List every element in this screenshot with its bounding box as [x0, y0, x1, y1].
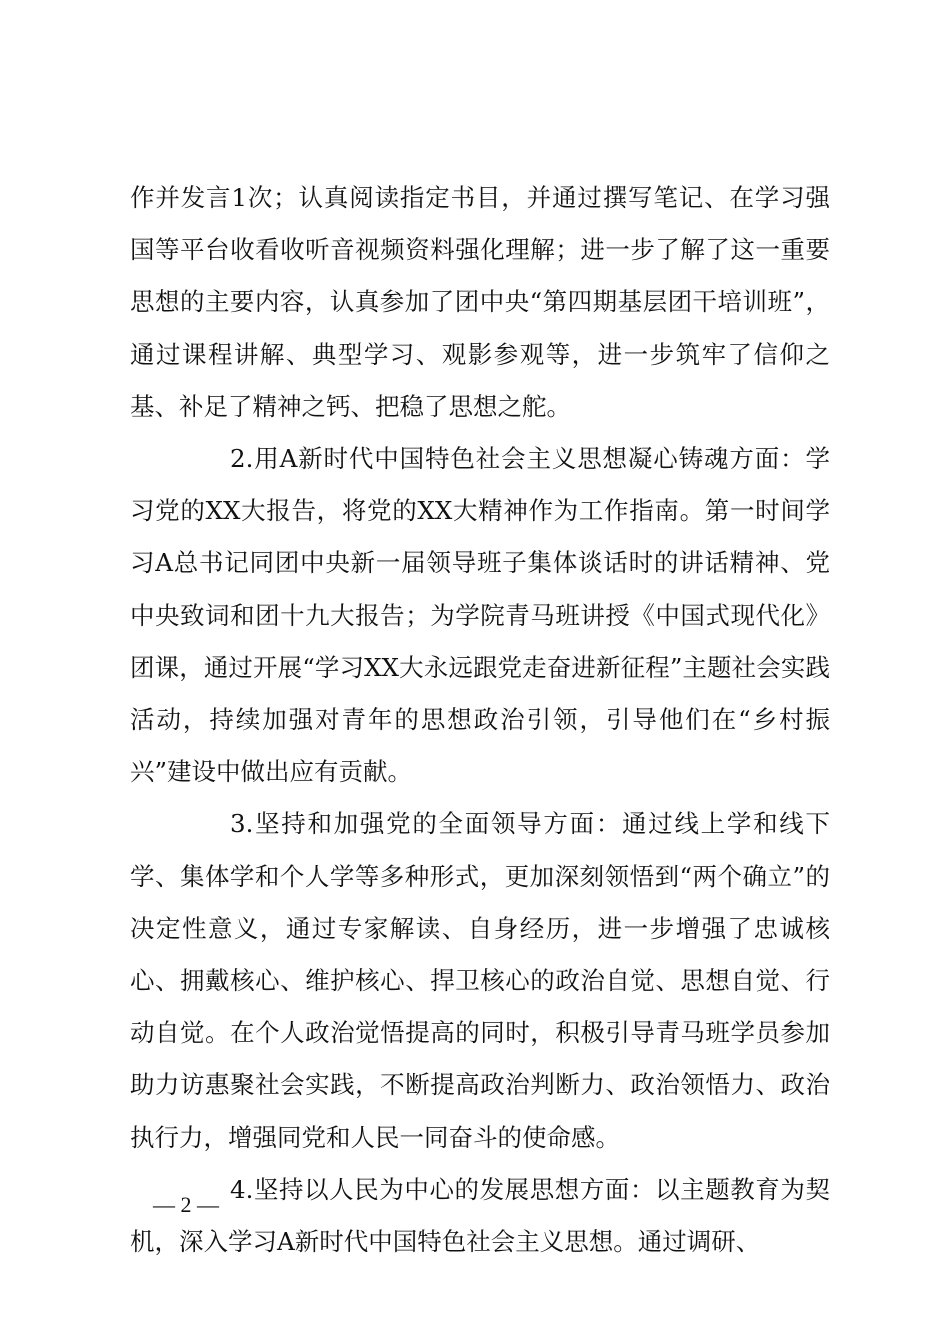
paragraph-2: 2.用A新时代中国特色社会主义思想凝心铸魂方面：学习党的XX大报告，将党的XX大精神作为工作指南。第一时间学习A总书记同团中央新一届领导班子集体谈话时的讲话精神、党中央致词和团十九大报告；为学院青马班讲授《中国式现代化》团课，通过开展“学习XX大永远跟党走奋进新征程”主题社会实践活动，持续加强对青年的思想政治引领，引导他们在“乡村振兴”建设中做出应有贡献。	[130, 444, 830, 787]
paragraph-1: 作并发言1次；认真阅读指定书目，并通过撰写笔记、在学习强国等平台收看收听音视频资料强化理解；进一步了解了这一重要思想的主要内容，认真参加了团中央“第四期基层团干培训班”，通过课程讲解、典型学习、观影参观等，进一步筑牢了信仰之基、补足了精神之钙、把稳了思想之舵。	[130, 183, 830, 421]
page-number: — 2 —	[153, 1192, 219, 1217]
paragraph-4: 4.坚持以人民为中心的发展思想方面：以主题教育为契机，深入学习A新时代中国特色社会主义思想。通过调研、	[130, 1174, 830, 1257]
paragraph-3: 3.坚持和加强党的全面领导方面：通过线上学和线下学、集体学和个人学等多种形式，更加深刻领悟到“两个确立”的决定性意义，通过专家解读、自身经历，进一步增强了忠诚核心、拥戴核心、维护核心、捍卫核心的政治自觉、思想自觉、行动自觉。在个人政治觉悟提高的同时，积极引导青马班学员参加助力访惠聚社会实践，不断提高政治判断力、政治领悟力、政治执行力，增强同党和人民一同奋斗的使命感。	[130, 809, 830, 1152]
body-text	[130, 172, 830, 1268]
